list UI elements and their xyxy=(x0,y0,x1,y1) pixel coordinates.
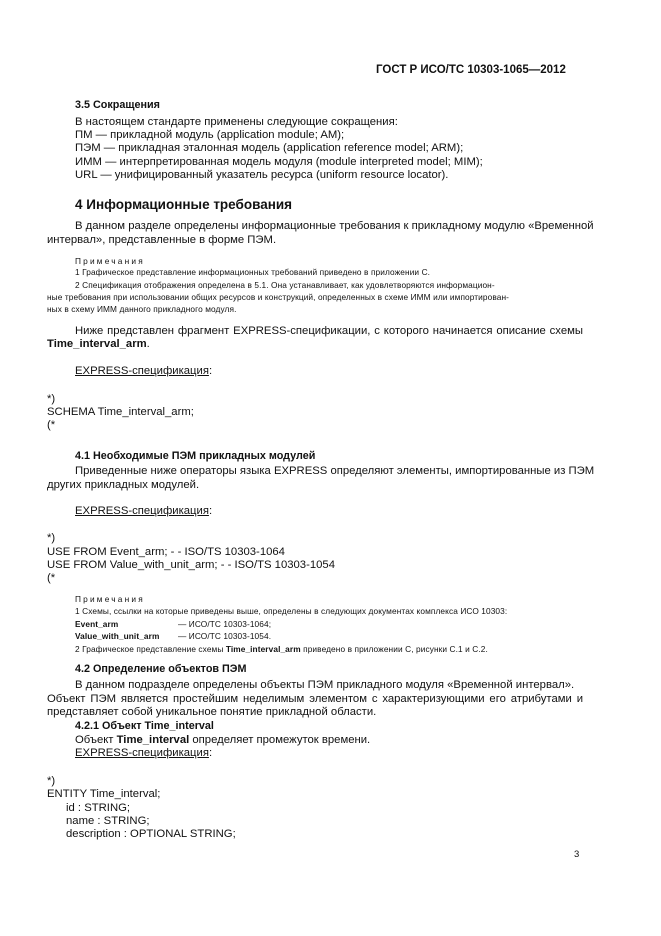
code-line: ENTITY Time_interval; xyxy=(47,788,161,800)
text: определяет промежуток времени. xyxy=(189,734,371,746)
notes-title: Примечания xyxy=(75,594,145,604)
section-3-5-title: 3.5 Сокращения xyxy=(75,99,160,111)
express-label xyxy=(75,364,212,378)
abbrev-pm: ПМ — прикладной модуль (application module; AM); xyxy=(75,129,345,141)
express-label-text: EXPRESS-спецификация xyxy=(75,747,209,759)
section-4-2-1-title: 4.2.1 Объект Time_interval xyxy=(75,720,214,732)
notes-title: Примечания xyxy=(75,256,145,266)
text-line: Приведенные ниже операторы языка EXPRESS определяют элементы, импортированные из ПЭМ xyxy=(75,465,595,477)
text-line: других прикладных модулей. xyxy=(47,479,200,491)
code-line: *) xyxy=(47,775,56,787)
text-line: В данном подразделе определены объекты ПЭМ прикладного модуля «Временной интервал». xyxy=(75,679,575,691)
schema-name: Time_interval_arm xyxy=(225,644,301,654)
note-text: 2 Графическое представление схемы xyxy=(75,644,226,654)
ref-name: Event_arm xyxy=(75,619,119,629)
code-line: (* xyxy=(47,419,56,431)
abbrev-imm: ИММ — интерпретированная модель модуля (module interpreted model; MIM); xyxy=(75,156,483,168)
text-line: Ниже представлен фрагмент EXPRESS-спецификации, с которого начинается описание схемы xyxy=(75,325,583,337)
note-line: 1 Графическое представление информационных требований приведено в приложении С. xyxy=(75,267,431,277)
code-line: USE FROM Value_with_unit_arm; - - ISO/TS 10303-1054 xyxy=(47,559,335,571)
ref-name: Value_with_unit_arm xyxy=(75,631,160,641)
text-line: В данном разделе определены информационные требования к прикладному модулю «Временной xyxy=(75,220,594,232)
text: Объект xyxy=(75,734,117,746)
express-label xyxy=(75,504,212,518)
section-4-2-title: 4.2 Определение объектов ПЭМ xyxy=(75,663,247,675)
code-line: description : OPTIONAL STRING; xyxy=(66,828,236,840)
document-header: ГОСТ Р ИСО/ТС 10303-1065—2012 xyxy=(376,64,566,76)
express-label-text: EXPRESS-спецификация xyxy=(75,365,209,377)
express-label xyxy=(75,746,212,760)
text-line: интервал», представленные в форме ПЭМ. xyxy=(47,234,277,246)
punctuation: . xyxy=(146,338,150,350)
note-line: 1 Схемы, ссылки на которые приведены выше, определены в следующих документах комплекса ИСО 10303: xyxy=(75,606,508,616)
text-line xyxy=(75,733,370,747)
punctuation: : xyxy=(208,365,213,377)
text-line: представляет собой уникальное понятие прикладной области. xyxy=(47,706,377,718)
express-label-text: EXPRESS-спецификация xyxy=(75,505,209,517)
note-line xyxy=(75,644,488,655)
code-line: id : STRING; xyxy=(66,802,131,814)
code-line: (* xyxy=(47,572,56,584)
note-line: 2 Спецификация отображения определена в 5.1. Она устанавливает, как удовлетворяются информацион- xyxy=(75,280,495,290)
ref-doc: — ИСО/ТС 10303-1054. xyxy=(178,631,272,641)
note-text: приведено в приложении С, рисунки С.1 и С.2. xyxy=(300,644,488,654)
text-line: В настоящем стандарте применены следующие сокращения: xyxy=(75,116,398,128)
code-line: *) xyxy=(47,393,56,405)
page-number: 3 xyxy=(574,849,580,860)
code-line: USE FROM Event_arm; - - ISO/TS 10303-1064 xyxy=(47,546,285,558)
note-line: ных в схему ИММ данного прикладного модуля. xyxy=(47,304,237,314)
abbrev-pem: ПЭМ — прикладная эталонная модель (application reference model; ARM); xyxy=(75,142,464,154)
abbrev-url: URL — унифицированный указатель ресурса (uniform resource locator). xyxy=(75,169,449,181)
section-4-1-title: 4.1 Необходимые ПЭМ прикладных модулей xyxy=(75,450,316,462)
code-line: SCHEMA Time_interval_arm; xyxy=(47,406,194,418)
punctuation: : xyxy=(208,505,213,517)
code-line: name : STRING; xyxy=(66,815,150,827)
entity-name: Time_interval xyxy=(116,734,190,746)
schema-name: Time_interval_arm xyxy=(47,338,147,350)
code-line: *) xyxy=(47,532,56,544)
punctuation: : xyxy=(208,747,213,759)
text-line: Объект ПЭМ является простейшим неделимым элементом с характеризующими его атрибутами и xyxy=(47,693,583,705)
note-line: ные требования при использовании общих ресурсов и конструкций, определенных в схеме ИММ или импортирован- xyxy=(47,292,510,302)
section-4-title: 4 Информационные требования xyxy=(75,197,293,212)
ref-doc: — ИСО/ТС 10303-1064; xyxy=(178,619,272,629)
text-line xyxy=(47,337,150,351)
